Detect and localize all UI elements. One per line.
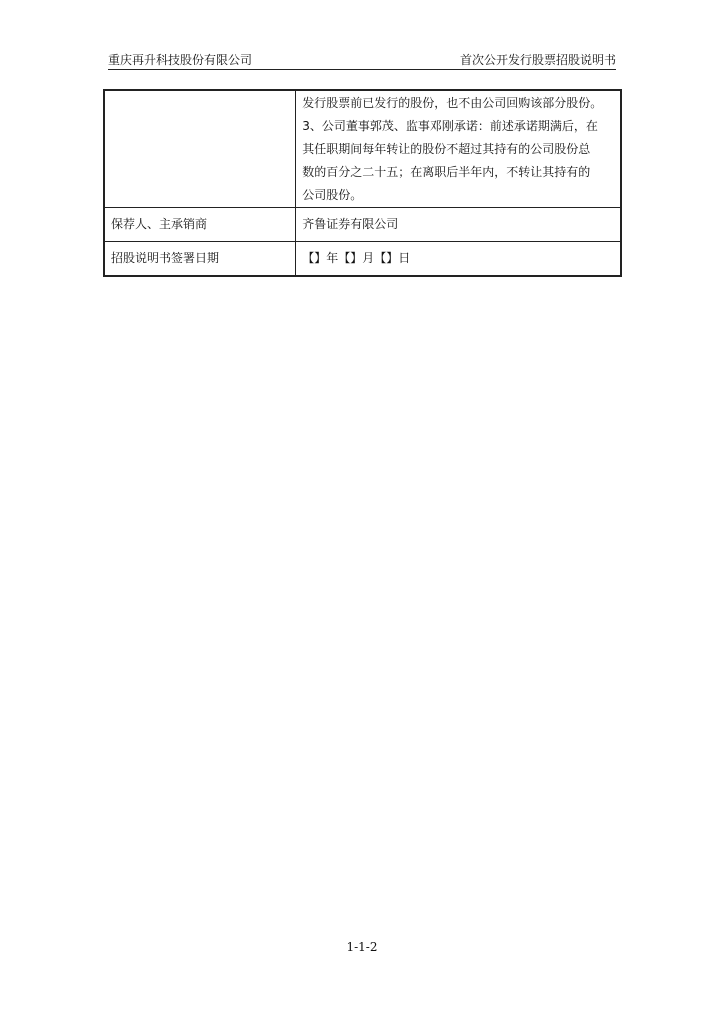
- sponsor-label: 保荐人、主承销商: [104, 208, 296, 242]
- company-name: 重庆再升科技股份有限公司: [108, 53, 253, 67]
- header-divider: [108, 69, 616, 70]
- table-row: [104, 242, 621, 277]
- row-label-cell: [104, 90, 296, 208]
- sponsor-value: 齐鲁证券有限公司: [296, 208, 621, 242]
- lockup-commitment-cell: [296, 90, 621, 208]
- table-row: [104, 90, 621, 208]
- page-header: [108, 52, 616, 70]
- commitment-text-line: 其任职期间每年转让的股份不超过其持有的公司股份总: [302, 142, 591, 156]
- commitment-text-line: 发行股票前已发行的股份，也不由公司回购该部分股份。: [302, 96, 603, 110]
- commitment-text-line: 公司股份。: [302, 188, 363, 202]
- signing-date-label: 招股说明书签署日期: [104, 242, 296, 277]
- signing-date-value: 【】年【】月【】日: [296, 242, 621, 277]
- document-title: 首次公开发行股票招股说明书: [459, 53, 616, 67]
- page-number: 1-1-2: [346, 940, 378, 954]
- table-row: [104, 208, 621, 242]
- commitment-text-line: 数的百分之二十五；在离职后半年内，不转让其持有的: [302, 165, 591, 179]
- offering-info-table: [103, 89, 622, 277]
- commitment-text-line: 3、公司董事郭茂、监事邓刚承诺：前述承诺期满后，在: [302, 119, 598, 133]
